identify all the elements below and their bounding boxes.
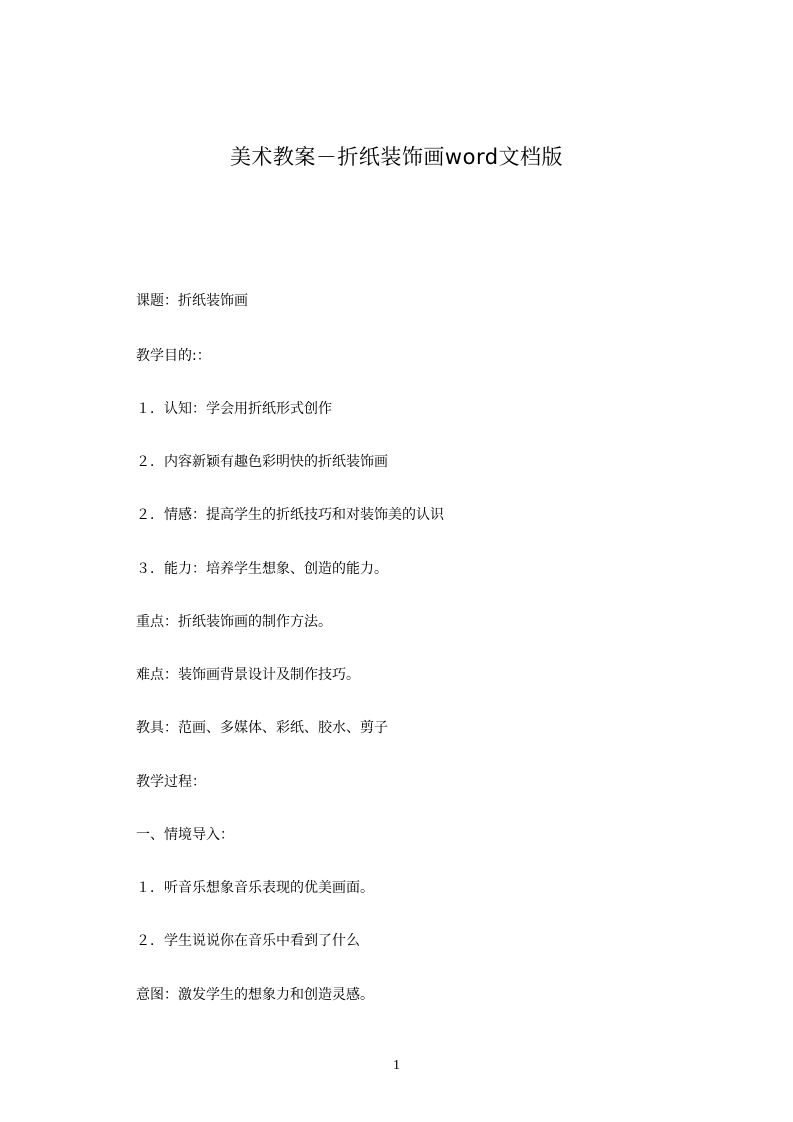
document-title: 美术教案－折纸装饰画word文档版	[229, 145, 564, 169]
teaching-process-heading: 教学过程：	[136, 774, 206, 790]
intent-note: 意图：激发学生的想象力和创造灵感。	[136, 987, 374, 1003]
objective-cognition: １．认知：学会用折纸形式创作	[136, 401, 332, 417]
difficulty: 难点：装饰画背景设计及制作技巧。	[136, 667, 360, 683]
section-situation-intro: 一、情境导入：	[136, 827, 234, 843]
key-point: 重点：折纸装饰画的制作方法。	[136, 614, 332, 630]
objective-ability: ３．能力：培养学生想象、创造的能力。	[136, 561, 388, 577]
step-listen-music: １．听音乐想象音乐表现的优美画面。	[136, 880, 374, 896]
teaching-aids: 教具：范画、多媒体、彩纸、胶水、剪子	[136, 720, 388, 736]
teaching-objectives-heading: 教学目的:：	[136, 348, 211, 364]
step-students-share: ２．学生说说你在音乐中看到了什么	[136, 933, 360, 949]
objective-emotion: ２．情感：提高学生的折纸技巧和对装饰美的认识	[136, 507, 444, 523]
page-number: 1	[393, 1058, 400, 1073]
lesson-topic: 课题：折纸装饰画	[136, 293, 248, 309]
objective-content: ２．内容新颖有趣色彩明快的折纸装饰画	[136, 454, 388, 470]
